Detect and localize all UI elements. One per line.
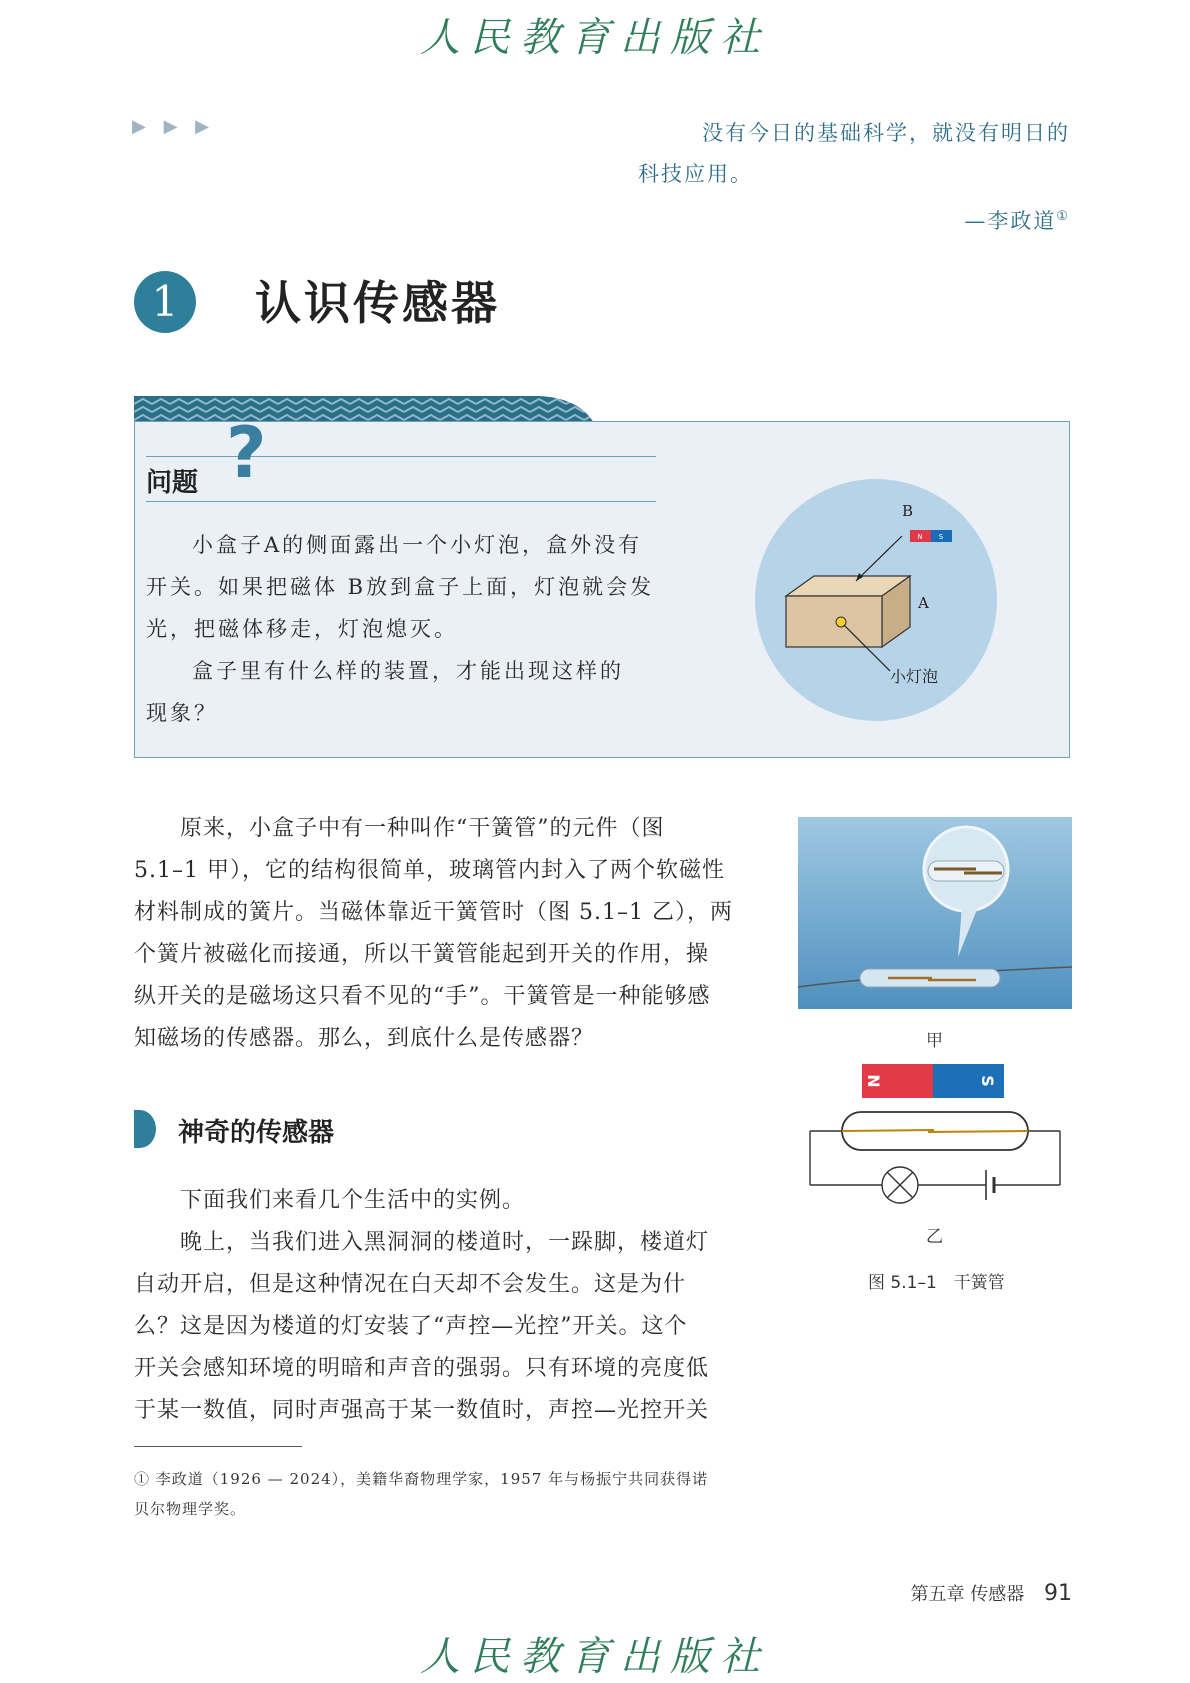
para1-line-4: 个簧片被磁化而接通，所以干簧管能起到开关的作用，操 (134, 942, 710, 967)
question-line-3: 光，把磁体移走，灯泡熄灭。 (146, 617, 458, 641)
para2-line-2: 晚上，当我们进入黑洞洞的楼道时，一跺脚，楼道灯 (180, 1230, 710, 1255)
footnote-line-1: ① 李政道（1926 — 2024），美籍华裔物理学家，1957 年与杨振宁共同获得诺 (134, 1470, 709, 1488)
section-number: 1 (134, 271, 196, 333)
question-box-band (134, 396, 594, 423)
para2-line-6: 于某一数值，同时声强高于某一数值时，声控—光控开关 (134, 1398, 710, 1423)
box-front (786, 596, 882, 647)
question-line-4: 盒子里有什么样的装置，才能出现这样的 (192, 659, 624, 683)
reed-switch-photo (798, 817, 1072, 1009)
footnote-mark: ① (1056, 209, 1070, 224)
circuit-magnet-s-label: S (978, 1075, 997, 1087)
question-line-1: 小盒子A的侧面露出一个小灯泡，盒外没有 (192, 533, 643, 557)
para2-line-3: 自动开启，但是这种情况在白天却不会发生。这是为什 (134, 1272, 687, 1297)
arrow-markers: ▶ ▶ ▶ (132, 116, 215, 137)
page-number: 91 (1044, 1581, 1072, 1606)
attribution-text: —李政道 (964, 209, 1057, 233)
para1-line-2: 5.1–1 甲），它的结构很简单，玻璃管内封入了两个软磁性 (134, 858, 725, 883)
para2-line-5: 开关会感知环境的明暗和声音的强弱。只有环境的亮度低 (134, 1356, 710, 1381)
figure-caption: 图 5.1–1 干簧管 (868, 1273, 1005, 1293)
para2-line-1: 下面我们来看几个生活中的实例。 (180, 1188, 526, 1213)
para1-line-6: 知磁场的传感器。那么，到底什么是传感器？ (134, 1026, 595, 1051)
subheading-marker-icon (134, 1110, 156, 1148)
box-magnet-illustration (752, 478, 1002, 723)
para1-line-3: 材料制成的簧片。当磁体靠近干簧管时（图 5.1–1 乙），两 (134, 900, 733, 925)
epigraph-attribution (964, 196, 1070, 242)
magnet-b-s-label: S (938, 533, 944, 541)
section-title: 认识传感器 (255, 276, 500, 330)
para1-line-1: 原来，小盒子中有一种叫作“干簧管”的元件（图 (180, 816, 665, 841)
subheading: 神奇的传感器 (178, 1118, 335, 1148)
label-a: A (918, 594, 929, 612)
page-footer-info (911, 1580, 1072, 1606)
magnet-b-n-label: N (917, 533, 923, 541)
publisher-watermark-top: 人民教育出版社 (420, 15, 770, 61)
question-rule-bottom (146, 501, 656, 502)
question-rule-top (146, 456, 656, 457)
footnote-line-2: 贝尔物理学奖。 (134, 1500, 247, 1518)
para2-line-4: 么？这是因为楼道的灯安装了“声控—光控”开关。这个 (134, 1314, 688, 1339)
label-bulb: 小灯泡 (890, 667, 939, 686)
para1-line-5: 纵开关的是磁场这只看不见的“手”。干簧管是一种能够感 (134, 984, 711, 1009)
question-mark-icon: ? (226, 412, 267, 494)
figure-label-jia: 甲 (926, 1031, 943, 1051)
reed-switch-circuit-diagram (806, 1060, 1076, 1220)
epigraph-line-2: 科技应用。 (638, 162, 753, 186)
footnote (134, 1464, 754, 1524)
question-line-5: 现象？ (146, 701, 218, 725)
chapter-label: 第五章 传感器 (910, 1584, 1025, 1605)
epigraph-line-1: 没有今日的基础科学，就没有明日的 (702, 121, 1070, 145)
label-b: B (902, 502, 914, 520)
circuit-magnet-n-label: N (864, 1074, 883, 1088)
question-line-2: 开关。如果把磁体 B放到盒子上面，灯泡就会发 (146, 575, 655, 599)
publisher-watermark-bottom: 人民教育出版社 (420, 1634, 770, 1680)
question-label: 问题 (146, 468, 199, 498)
footnote-rule (134, 1446, 302, 1447)
figure-label-yi: 乙 (926, 1227, 943, 1247)
